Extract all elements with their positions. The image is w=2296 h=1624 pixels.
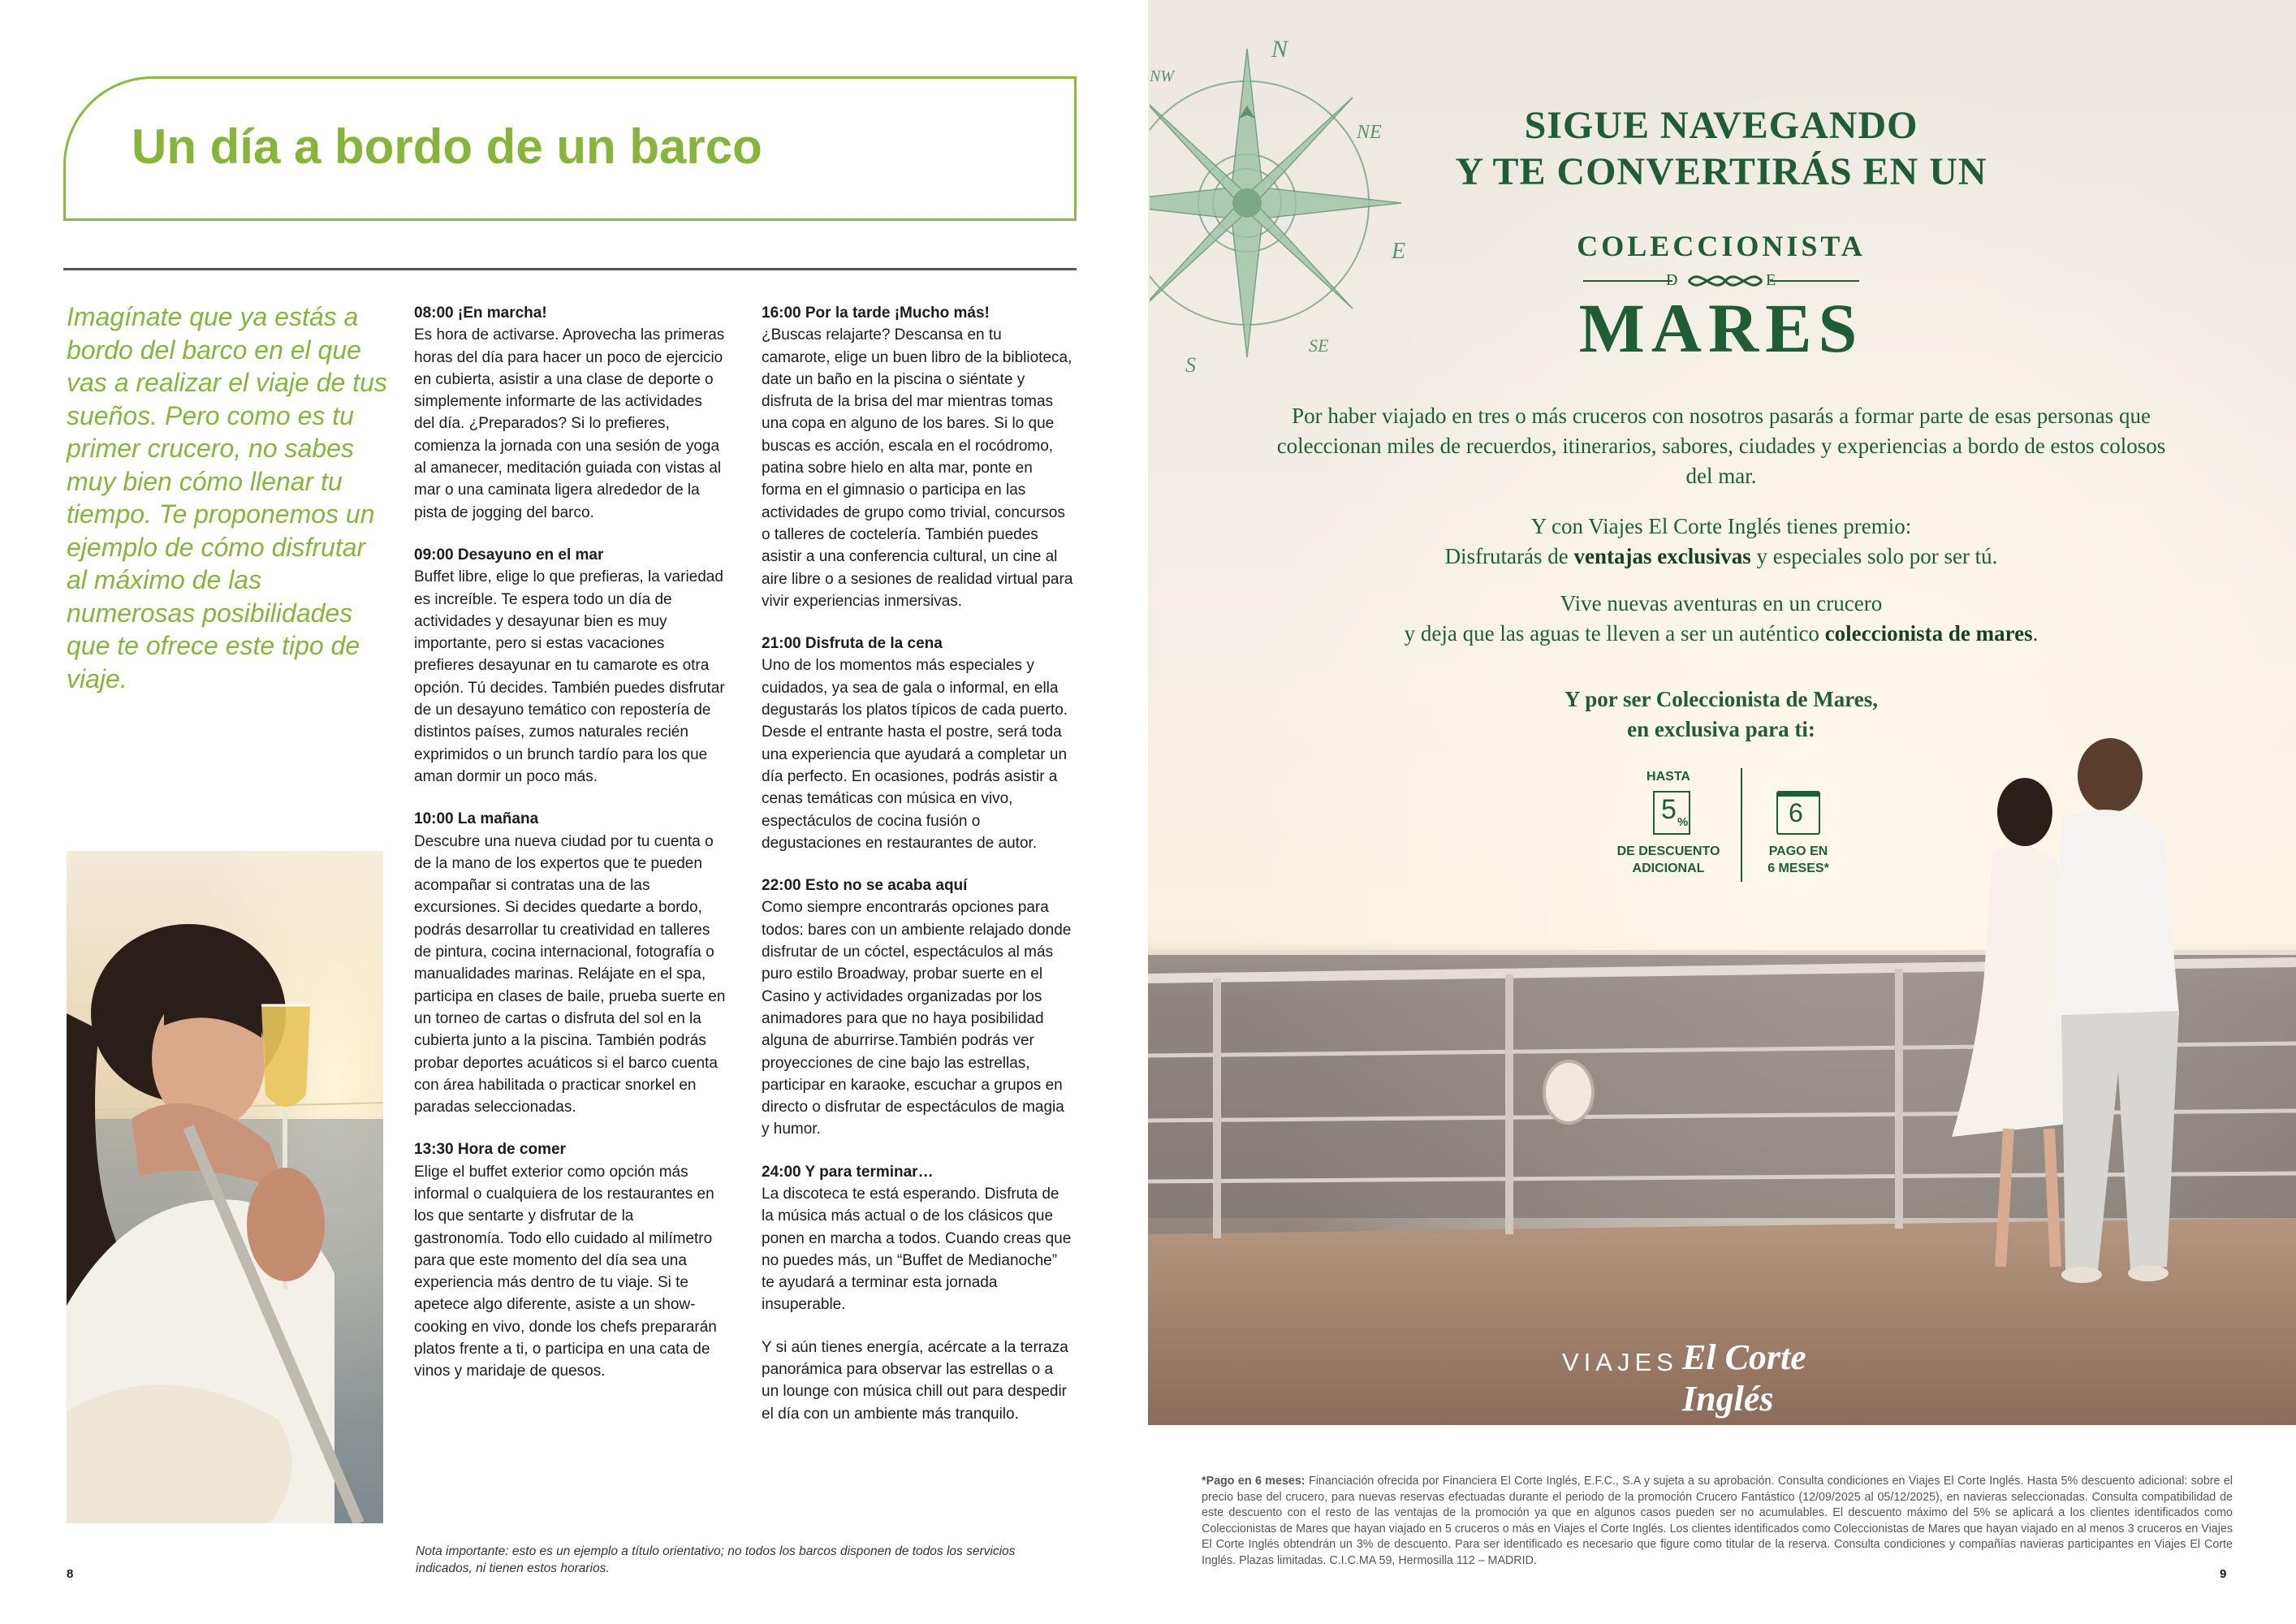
schedule-heading: 24:00 Y para terminar…: [762, 1163, 934, 1181]
legal-footnote: [1202, 1474, 2233, 1569]
adventure-period: .: [2032, 621, 2039, 646]
woman-champagne-photo: [67, 851, 383, 1523]
discount-percent: %: [1677, 815, 1689, 829]
schedule-item: [414, 1138, 727, 1382]
footnote-text: Financiación ofrecida por Financiera El Corte Inglés, E.F.C., S.A y sujeta a su aprobación. Consulta condiciones en Viajes El Corte Inglés. Hasta 5% descuento adicional: sobre el precio base del crucero, para nuevas reservas efectuadas durante el periodo de la promoción Crucero Fantástico (12/09/2025 al 05/12/2025), en navieras seleccionadas. Consulta compatibilidad de este descuento con el resto de las ventajas de la promoción ya que en algunos casos pueden ser no acumulables. El descuento máximo del 5% se aplicará a los clientes identificados como Coleccionistas de Mares que hayan viajado en 5 cruceros o más en Viajes el Corte Inglés. Los clientes identificados como Coleccionistas de Mares que hayan viajado en al menos 3 cruceros en Viajes El Corte Inglés obtendrán un 3% de descuento. Para ser identificado es necesario que figure como titular de la reserva. Consulta condiciones y compañías navieras participantes en Viajes El Corte Inglés. Plazas limitadas. C.I.C.MA 59, Hermosilla 112 – MADRID.: [1202, 1475, 2233, 1567]
page-number-left: 8: [67, 1567, 74, 1581]
schedule-heading: 13:30 Hora de comer: [414, 1141, 566, 1159]
schedule-heading: 09:00 Desayuno en el mar: [414, 546, 604, 564]
footnote-label: *Pago en 6 meses:: [1202, 1475, 1306, 1488]
badge-payment-label: [1754, 843, 1843, 877]
compass-ne-letter: NE: [1357, 122, 1382, 143]
schedule-item: [414, 808, 727, 1118]
benefits-line-1: Y con Viajes El Corte Inglés tienes premio:: [1530, 514, 1912, 538]
logo-coleccionista: COLECCIONISTA: [1577, 230, 1866, 262]
badge-discount-line-1: DE DESCUENTO: [1616, 844, 1720, 858]
schedule-column-1: [414, 302, 727, 1403]
benefits-highlight: ventajas exclusivas: [1573, 544, 1751, 568]
schedule-text: Y si aún tienes energía, acércate a la terraza panorámica para observar las estrellas o a un lounge con música chill out para despedir el día con un ambiente más tranquilo.: [762, 1338, 1068, 1423]
page-title: Un día a bordo de un barco: [132, 119, 762, 174]
schedule-item: [762, 875, 1074, 1141]
adventure-line-1: Vive nuevas aventuras en un crucero: [1560, 591, 1883, 615]
benefit-badges: [1591, 763, 1851, 885]
logo-letter-e: E: [1766, 271, 1776, 289]
headline-line-1: SIGUE NAVEGANDO: [1524, 104, 1918, 147]
badge-divider: [1741, 768, 1742, 882]
divider: [63, 268, 1077, 270]
badge-payment-line-1: PAGO EN: [1768, 844, 1828, 858]
schedule-text: Es hora de activarse. Aprovecha las primeras horas del día para hacer un poco de ejercicio en cubierta, asistir a una clase de deporte o simplemente informarte de las actividades del día. ¿Preparados? Si lo prefieres, comienza la jornada con una sesión de yoga al amanecer, meditación guiada con vistas al mar o una caminata ligera alrededor de la pista de jogging del barco.: [414, 326, 725, 521]
schedule-text: Elige el buffet exterior como opción más informal o cualquiera de los restaurantes en los que sentarte y disfrutar de la gastronomía. Todo ello cuidado al milímetro para que este momento del día sea una experiencia más dentro de tu viaje. Si te apetece algo diferente, asiste a un show-cooking en vivo, donde los chefs prepararán platos frente a ti, o participa en una cata de vinos y maridaje de quesos.: [414, 1163, 717, 1380]
schedule-item: [762, 633, 1074, 854]
compass-east-letter: E: [1392, 239, 1406, 264]
schedule-text: Como siempre encontrarás opciones para todos: bares con un ambiente relajado donde disfrutar de un cóctel, espectáculos al más puro estilo Broadway, probar suerte en el Casino y actividades organizadas por los animadores para que no haya posibilidad alguna de aburrirse.También podrás ver proyecciones de cine bajo las estrellas, participar en karaoke, escuchar a grupos en directo o disfrutar de espectáculos de magia y humor.: [762, 899, 1072, 1138]
adventure-line-2: [1267, 619, 2176, 649]
badge-discount-top: HASTA: [1646, 770, 1690, 784]
benefits-paragraph: [1267, 512, 2176, 572]
benefits-text: Disfrutarás de: [1444, 544, 1569, 568]
schedule-text: Buffet libre, elige lo que prefieras, la variedad es increíble. Te espera todo un día de actividades y desayunar bien es muy importante, pero si estas vacaciones prefieres desayunar en tu camarote es otra opción. Tú decides. También puedes disfrutar de un desayuno temático con repostería de distintos países, zumos naturales recién exprimidos o un brunch tardío para los que aman dormir un poco más.: [414, 568, 725, 785]
badge-payment-line-2: 6 MESES*: [1767, 862, 1829, 875]
intro-text: Imagínate que ya estás a bordo del barco en el que vas a realizar el viaje de tus sueños. Pero como es tu primer crucero, no sabes muy bien cómo llenar tu tiempo. Te proponemos un ejemplo de cómo disfrutar al máximo de las numerosas posibilidades que te ofrece este tipo de viaje.: [67, 302, 387, 693]
exclusive-paragraph: [1429, 685, 2013, 745]
schedule-heading: 22:00 Esto no se acaba aquí: [762, 877, 968, 895]
adventure-text: y deja que las aguas te lleven a ser un auténtico: [1404, 621, 1819, 646]
schedule-heading: 16:00 Por la tarde ¡Mucho más!: [762, 304, 990, 322]
badge-discount-line-2: ADICIONAL: [1632, 862, 1705, 875]
schedule-text: La discoteca te está esperando. Disfruta de la música más actual o de los clásicos que ponen en marcha a todos. Cuando creas que no puedes más, un “Buffet de Medianoche” te ayudará a terminar esta jornada insuperable.: [762, 1185, 1072, 1314]
compass-south-letter: S: [1185, 353, 1196, 374]
calendar-icon: [1776, 791, 1820, 835]
adventure-highlight: coleccionista de mares: [1824, 621, 2033, 646]
benefits-text-end: y especiales solo por ser tú.: [1756, 544, 1998, 568]
badge-discount-label: [1599, 843, 1737, 877]
headline-line-2: Y TE CONVERTIRÁS EN UN: [1455, 150, 1987, 193]
brand-logo: [1562, 1332, 1887, 1419]
exclusive-line-2: en exclusiva para ti:: [1627, 717, 1815, 741]
schedule-text: Uno de los momentos más especiales y cuidados, ya sea de gala o informal, en ella degustarás los platos típicos de cada puerto. Desde el entrante hasta el postre, será toda una experiencia que ayudará a completar un día perfecto. En ocasiones, podrás asistir a cenas temáticas con música en vivo, espectáculos de cocina fusión o degustaciones en restaurantes de autor.: [762, 657, 1068, 852]
brand-viajes: VIAJES: [1562, 1348, 1678, 1376]
logo-mares: MARES: [1578, 289, 1864, 367]
compass-north-letter: N: [1271, 36, 1288, 63]
schedule-item: [762, 302, 1074, 612]
page-number-right: 9: [2220, 1567, 2227, 1581]
discount-icon: [1653, 791, 1690, 835]
schedule-item: [414, 302, 727, 524]
schedule-item: [762, 1337, 1074, 1425]
brand-el-corte-ingles: El Corte Inglés: [1682, 1337, 1806, 1419]
headline: [1340, 102, 2103, 195]
compass-rose-icon: [1150, 32, 1426, 374]
adventure-paragraph: [1267, 589, 2176, 649]
compass-se-letter: SE: [1309, 335, 1329, 356]
schedule-heading: 08:00 ¡En marcha!: [414, 304, 547, 322]
schedule-heading: 10:00 La mañana: [414, 810, 539, 828]
important-note: Nota importante: esto es un ejemplo a título orientativo; no todos los barcos disponen de todos los servicios indicados, ni tienen estos horarios.: [416, 1544, 1016, 1575]
benefits-line-2: [1267, 542, 2176, 572]
schedule-column-2: [762, 302, 1074, 1445]
calendar-number: 6: [1789, 798, 1803, 827]
schedule-text: ¿Buscas relajarte? Descansa en tu camarote, elige un buen libro de la biblioteca, date un baño en la piscina o siéntate y disfruta de la brisa del mar mientras tomas una copa en alguno de los bares. Si lo que buscas es acción, escala en el rocódromo, patina sobre hielo en alta mar, ponte en forma en el gimnasio o participa en las actividades de grupo como trivial, concursos o talleres de coctelería. También puedes asistir a una conferencia cultural, un cine al aire libre o a sesiones de realidad virtual para vivir experiencias inmersivas.: [762, 326, 1073, 610]
intro-paragraph: Por haber viajado en tres o más cruceros con nosotros pasarás a formar parte de esas personas que coleccionan miles de recuerdos, itinerarios, sabores, ciudades y experiencias a bordo de estos colosos del mar.: [1276, 404, 2166, 488]
schedule-item: [762, 1161, 1074, 1316]
schedule-item: [414, 544, 727, 788]
exclusive-line-1: Y por ser Coleccionista de Mares,: [1564, 687, 1878, 711]
schedule-text: Descubre una nueva ciudad por tu cuenta o de la mano de los expertos que te pueden acompañar si contratas una de las excursiones. Si decides quedarte a bordo, podrás desarrollar tu creatividad en talleres de pintura, cocina internacional, fotografía o manualidades marinas. Relájate en el spa, participa en clases de baile, prueba suerte en un torneo de cartas o disfruta del sol en la cubierta junto a la piscina. También podrás probar deportes acuáticos si el barco cuenta con área habilitada o practicar snorkel en paradas seleccionadas.: [414, 832, 726, 1116]
logo-letter-d: D: [1666, 271, 1678, 289]
discount-number: 5: [1661, 794, 1677, 825]
compass-nw-letter: NW: [1150, 67, 1174, 85]
schedule-heading: 21:00 Disfruta de la cena: [762, 635, 943, 653]
